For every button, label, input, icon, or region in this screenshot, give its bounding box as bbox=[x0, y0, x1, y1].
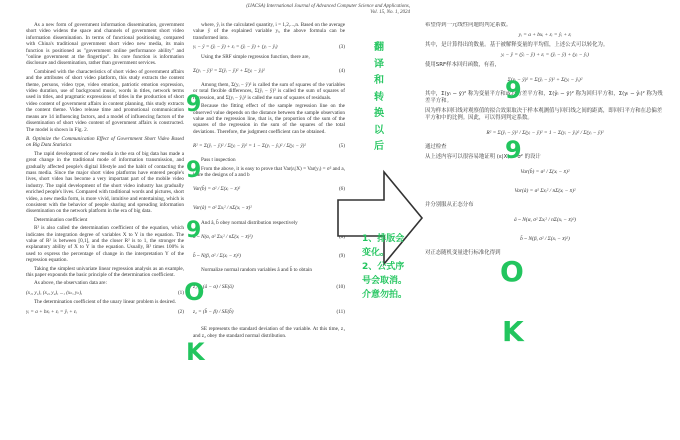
note-line: 1、排版会 bbox=[362, 234, 405, 244]
equation-body: (x₁, y₁), (x₂, y₂), ..., (xₙ, yₙ), bbox=[26, 289, 83, 296]
journal-volume: Vol. 15, No. 1, 2024 bbox=[370, 10, 410, 15]
equation-body: Var(b̂) = σ² / Σ(xᵢ − x̄)² bbox=[520, 168, 570, 175]
watermark-letter: K bbox=[186, 338, 205, 366]
equation-body: R² = Σ(ŷᵢ − ȳ)² / Σ(yᵢ − ȳ)² = 1 − Σ(yᵢ − ŷᵢ)² / Σ(yᵢ − ȳ)² bbox=[486, 129, 604, 136]
watermark-letter: 9 bbox=[186, 218, 202, 243]
journal-header bbox=[150, 4, 410, 16]
vertical-char: 后 bbox=[374, 141, 384, 152]
watermark-letter: O bbox=[184, 278, 205, 306]
equation bbox=[193, 301, 345, 323]
paragraph: Determination coefficient bbox=[34, 216, 88, 223]
equation bbox=[425, 52, 665, 59]
equation-body: Var(â) = σ² Σxᵢ² / nΣ(xᵢ − x̄)² bbox=[193, 205, 252, 212]
equation bbox=[425, 72, 665, 88]
paragraph: The rapid development of new media in the era of big data has made a great change in the traditional mode of information transmission, and gradually affected people's digital lifestyle and the habit of contacting the mass media. Since the major short video platforms have entered people's lives, short video has become a very important part of the mobile video industry. The rapid development of the short video industry has gradually enriched people's lives. Compared with traditional words and pictures, short video, a new media form, is more vivid, intuitive and entertaining, which is consistent with the behavior of people sharing and spreading information dissemination on the network platform in the era of big data. bbox=[26, 150, 184, 215]
watermark-letter: 9 bbox=[186, 158, 202, 183]
equation-number: (9) bbox=[338, 252, 345, 259]
paragraph: 希望得到一元线性问题的判定系数。 bbox=[425, 22, 512, 28]
equation-number: (10) bbox=[336, 284, 345, 291]
note-line: 介意勿拍。 bbox=[362, 290, 408, 300]
original-right-column bbox=[193, 22, 345, 422]
equation bbox=[193, 182, 345, 198]
section-heading: B. Optimize the Communication Effect of Government Short Video Based on Big Data Statistics bbox=[26, 135, 184, 149]
original-left-column bbox=[26, 22, 184, 422]
vertical-char: 译 bbox=[374, 58, 384, 70]
vertical-char: 和 bbox=[374, 75, 384, 86]
equation-body: Σ(yᵢ − ȳ)² = Σ(ŷᵢ − ȳ)² + Σ(yᵢ − ŷᵢ)² bbox=[507, 76, 583, 83]
equation-number: (2) bbox=[177, 308, 184, 315]
equation-body: Var(â) = σ² Σxᵢ² / nΣ(xᵢ − x̄)² bbox=[514, 187, 576, 194]
equation bbox=[26, 309, 184, 315]
vertical-char: 翻 bbox=[374, 42, 384, 53]
journal-name: (IJACSA) International Journal of Advanced Computer Science and Applications, bbox=[246, 4, 410, 9]
equation-number: (3) bbox=[338, 44, 345, 51]
paragraph: 因为样本回归线对观察值的拟合效果取决于样本观测值与回归线之间的距离，即回归平方和在总偏差平方和中的比例。因此，可以得到判定系数。 bbox=[425, 108, 663, 121]
paragraph: Combined with the characteristics of short video of government affairs and the attributes of short video platform, this study extracts the content theme, persons, video type, video emotion, patriotic emotion expression, video duration, use of background music, words in titles, network terms used in titles, and pragmatic expressions of titles in the production of short video content of government affairs in content planning, this study extracts the content theme. Video release time and promotional communication means are 14 influencing factors, and a model of influencing factors of the dissemination of short video content of government affairs is constructed. The model is shown in Fig. 2. bbox=[26, 68, 184, 133]
equation bbox=[425, 164, 665, 180]
vertical-char: 转 bbox=[374, 91, 384, 103]
equation-body: â ~ N(α, σ² Σxᵢ² / nΣ(xᵢ − x̄)²) bbox=[514, 216, 576, 223]
paragraph: Pass t inspection bbox=[201, 157, 236, 164]
equation bbox=[26, 290, 184, 296]
equation bbox=[193, 44, 345, 50]
vertical-label bbox=[370, 40, 388, 156]
equation bbox=[193, 248, 345, 264]
paragraph: 通过检查 bbox=[425, 144, 447, 150]
equation-body: Σ(yᵢ − ȳ)² = Σ(ŷᵢ − ȳ)² + Σ(yᵢ − ŷᵢ)² bbox=[193, 67, 265, 74]
equation bbox=[193, 201, 345, 217]
watermark-letter: O bbox=[500, 255, 524, 288]
equation-body: yᵢ − ȳ = (ŷᵢ − ȳ) + εᵢ = (ŷᵢ − ȳ) + (yᵢ − ŷᵢ) bbox=[193, 44, 278, 51]
equation bbox=[425, 212, 665, 228]
watermark-letter: K bbox=[502, 315, 524, 348]
paragraph: SE represents the standard deviation of the variable. At this time, z₁ and z₂ obey the standard normal distribution. bbox=[193, 326, 345, 339]
paragraph: Because the fitting effect of the sample regression line on the observed value depends on the distance between the sample observation value and the regression line, that is, the proportion of the sum of the squares of the regression in the sum of the squares of the total deviations. Therefore, the judgment coefficient can be obtained. bbox=[193, 103, 345, 135]
equation-number: (5) bbox=[338, 143, 345, 150]
vertical-char: 以 bbox=[374, 124, 384, 136]
paragraph: 并分别服从正态分布 bbox=[425, 202, 474, 208]
paragraph: Among them, Σ(yᵢ − ȳ)² is called the sum of squares of the variables or total flexible differences, Σ(ŷᵢ − ȳ)² is called the sum of squares of regression, and Σ(yᵢ − ŷᵢ)² is called the sum of squares of residuals. bbox=[193, 82, 345, 101]
watermark-letter: 9 bbox=[505, 136, 522, 164]
equation bbox=[425, 125, 665, 141]
vertical-char: 换 bbox=[374, 108, 384, 119]
paragraph: Taking the simplest univariate linear regression analysis as an example, this paper expounds the basic principle of the determination coefficient. bbox=[26, 265, 184, 279]
equation bbox=[193, 138, 345, 154]
equation-body: Var(b̂) = σ² / Σ(xᵢ − x̄)² bbox=[193, 186, 241, 193]
equation bbox=[425, 183, 665, 199]
equation-body: b̂ ~ N(β, σ² / Σ(xᵢ − x̄)²) bbox=[193, 252, 241, 259]
equation bbox=[193, 229, 345, 245]
watermark-letter: 9 bbox=[186, 92, 202, 117]
paragraph: And â, b̂ obey normal distribution respectively bbox=[201, 219, 298, 226]
equation-body: R² = Σ(ŷᵢ − ȳ)² / Σ(yᵢ − ȳ)² = 1 − Σ(yᵢ − ŷᵢ)² / Σ(yᵢ − ȳ)² bbox=[193, 143, 306, 150]
paragraph: From the above, it is easy to prove that Var(εᵢ|X) = Var(yᵢ) = σ² and a, b are the designs of a and b bbox=[193, 165, 345, 179]
equation-body: yᵢ = a + bxᵢ + εᵢ = ŷᵢ + εᵢ bbox=[518, 32, 572, 38]
paragraph: 其中，是计算得出的数量。基于被解释变量的平均值，上述公式可以转化为。 bbox=[425, 42, 609, 48]
equation bbox=[193, 276, 345, 298]
paragraph: R² is also called the determination coefficient of the equation, which indicates the integration degree of variables X to Y in the equation. The value of R² is between [0,1], and the closer R² is to 1, the stronger the explanatory ability of X to Y in the equation. Usually, R² times 100% is used to express the percentage of change in the interpretation Y of the regression equation. bbox=[26, 225, 184, 264]
equation-body: yᵢ − ȳ = (ŷᵢ − ȳ) + εᵢ = (ŷᵢ − ȳ) + (yᵢ − ŷᵢ) bbox=[501, 52, 589, 58]
equation-number: (6) bbox=[338, 186, 345, 193]
equation bbox=[193, 63, 345, 79]
equation bbox=[425, 231, 665, 247]
equation-body: b̂ ~ N(β, σ² / Σ(xᵢ − x̄)²) bbox=[520, 235, 570, 242]
watermark-letter: 9 bbox=[505, 76, 522, 104]
note-line: 变化。 bbox=[362, 248, 390, 258]
equation-number: (1) bbox=[177, 289, 184, 296]
equation-body: z₁ = (â − α) / SE(â) bbox=[193, 284, 234, 291]
paragraph: The determination coefficient of the unary linear problem is desired. bbox=[34, 299, 176, 306]
paragraph: As a new form of government information dissemination, government short video widens the space and channels of government short video information dissemination. In terms of functional positioning, compared with China's traditional government short video new media, its main function is positioned as "government online performance ability" and "online government at the fingertips". Its core function is information disclosure and dissemination, rather than government services. bbox=[26, 22, 184, 67]
paragraph: As above, the observation data are: bbox=[34, 280, 107, 287]
equation-number: (11) bbox=[336, 309, 345, 316]
paragraph: where, ŷᵢ is the calculated quantity, i = 1,2,...,n. Based on the average value ȳ of the explained variable yᵢ, the above formula can be transformed into. bbox=[193, 22, 345, 41]
equation-body: â ~ N(α, σ² Σxᵢ² / nΣ(xᵢ − x̄)²) bbox=[193, 233, 253, 240]
equation-body: z₂ = (b̂ − β) / SE(b̂) bbox=[193, 309, 234, 316]
equation bbox=[425, 32, 665, 39]
paragraph: 从上述内容可以很容易地证明 (ε|X) = σ² 的设计 bbox=[425, 154, 541, 160]
notes-panel bbox=[362, 232, 432, 302]
paragraph: 对正态随机变量进行标准化得到 bbox=[425, 250, 501, 256]
paragraph: 其中，Σ(yᵢ − ȳ)² 称为变量平方和或总方差平方和，Σ(ŷᵢ − ȳ)² 称为回归平方和，Σ(yᵢ − ŷᵢ)² 称为残差平方和。 bbox=[425, 91, 663, 104]
paragraph: Normalize normal random variables â and b̂ to obtain bbox=[201, 266, 312, 273]
translated-column bbox=[425, 22, 665, 422]
equation-number: (4) bbox=[338, 67, 345, 74]
equation-body: yᵢ = a + bxᵢ + εᵢ = ŷᵢ + εᵢ bbox=[26, 308, 77, 315]
note-line: 2、公式序 bbox=[362, 262, 405, 272]
paragraph: Using the SRF simple regression function, there are, bbox=[201, 53, 310, 60]
paragraph: 使用SRF样本回归函数，有着， bbox=[425, 62, 500, 68]
note-line: 号会取消。 bbox=[362, 276, 408, 286]
